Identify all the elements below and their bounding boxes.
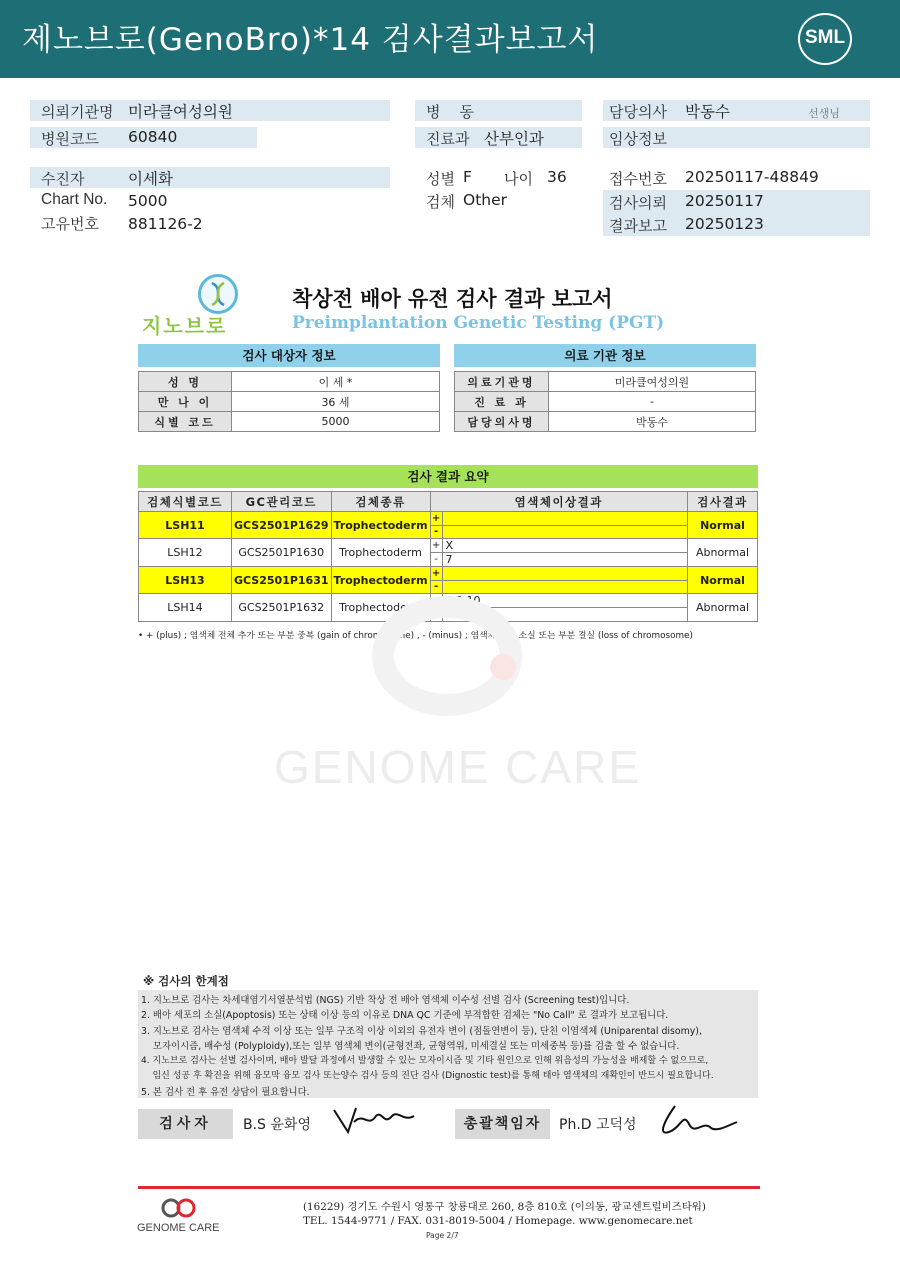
col-specimen-type: 검체종류 [331, 492, 430, 512]
age-label: 나이 [504, 170, 533, 188]
summary-header-row [139, 492, 758, 512]
director-name: Ph.D 고덕성 [559, 1117, 637, 1133]
specimen-type: Trophectoderm [331, 512, 430, 539]
genome-care-logo-text: GENOME CARE [137, 1222, 220, 1234]
contact-line: TEL. 1544-9771 / FAX. 031-8019-5004 / Homepage. www.genomecare.net [303, 1215, 693, 1227]
tester-label: 검사자 [138, 1109, 233, 1139]
specimen-label: 검체 [426, 193, 455, 211]
tester-name: B.S 윤화영 [243, 1117, 311, 1133]
minus-sign: - [430, 608, 442, 622]
genobro-logo [140, 270, 250, 336]
minus-result: 12,16 [442, 608, 687, 622]
plus-sign: + [431, 512, 441, 524]
report-subtitle: Preimplantation Genetic Testing (PGT) [292, 313, 665, 333]
limitation-line: 2. 배아 세포의 소실(Apoptosis) 또는 상태 이상 등의 이유로 DNA QC 기준에 부적합한 검체는 "No Call" 로 결과가 보고됩니다. [141, 1010, 669, 1022]
test-result: Abnormal [688, 594, 758, 622]
report-title: 제노브로(GenoBro)*14 검사결과보고서 [22, 22, 599, 58]
result-date-label: 결과보고 [609, 217, 667, 235]
test-result: Normal [688, 512, 758, 539]
watermark-text: GENOME CARE [274, 741, 642, 793]
specimen-type: Trophectoderm [331, 594, 430, 622]
specimen-id: LSH11 [139, 512, 232, 539]
specimen-id: LSH14 [139, 594, 232, 622]
institution-info-heading: 의료 기관 정보 [454, 344, 756, 367]
institution-info-table [454, 371, 756, 432]
table-row [139, 567, 758, 581]
gc-code: GCS2501P1629 [232, 512, 332, 539]
specimen-type: Trophectoderm [331, 567, 430, 594]
page-number: Page 2/7 [426, 1231, 459, 1240]
table-row [139, 512, 758, 526]
address-line: (16229) 경기도 수원시 영통구 창룡대로 260, 8층 810호 (이의동, 광교센트럴비즈타워) [303, 1201, 706, 1213]
plus-result: X [442, 539, 687, 553]
minus-result [442, 580, 687, 594]
tester-signature [330, 1102, 420, 1138]
col-gc-code: GC관리코드 [232, 492, 332, 512]
dept-label: 진료과 [426, 130, 470, 148]
limitation-line: 모자이시즘, 배수성 (Polyploidy),또는 일부 염색체 변이(균형전좌, 균형역위, 미세결실 또는 미세중복 등)를 검출 할 수 없습니다. [141, 1040, 680, 1052]
plus-result [442, 567, 687, 581]
minus-sign: - [430, 525, 442, 539]
limitations-title: ※ 검사의 한계점 [143, 974, 229, 988]
institution-row [455, 372, 756, 392]
specimen-id: LSH12 [139, 539, 232, 567]
specimen-value: Other [463, 191, 508, 209]
dna-icon [198, 274, 238, 314]
limitation-line: 3. 지노브로 검사는 염색체 수적 이상 또는 일부 구조적 이상 이외의 유전자 변이 (점돌연변이 등), 단친 이염색체 (Uniparental disomy), [141, 1025, 702, 1037]
subject-row-label: 만 나 이 [139, 392, 232, 412]
age-value: 36 [547, 168, 567, 186]
hospital-code-value: 60840 [128, 128, 178, 146]
summary-heading: 검사 결과 요약 [138, 465, 758, 488]
director-signature [655, 1102, 740, 1140]
receipt-value: 20250117-48849 [685, 168, 819, 186]
col-specimen-id: 검체식별코드 [139, 492, 232, 512]
subject-row-value: 5000 [232, 412, 440, 432]
institution-row [455, 412, 756, 432]
director-label: 총괄책임자 [455, 1109, 550, 1139]
gc-code: GCS2501P1632 [232, 594, 332, 622]
specimen-type: Trophectoderm [331, 539, 430, 567]
gc-code: GCS2501P1631 [232, 567, 332, 594]
examinee-value: 이세화 [128, 170, 173, 188]
footer-address [303, 1200, 706, 1228]
report-heading: 착상전 배아 유전 검사 결과 보고서 [292, 287, 613, 311]
sml-logo-text: SML [804, 27, 846, 48]
sex-label: 성별 [426, 170, 455, 188]
legend-note: • + (plus) ; 염색체 전체 추가 또는 부분 중복 (gain of chromosome) , - (minus) ; 염색체 전체 소실 또는 부분 결실 (loss of chromosome) [138, 631, 693, 641]
table-row [139, 539, 758, 553]
minus-result [442, 525, 687, 539]
specimen-id: LSH13 [139, 567, 232, 594]
institution-row-value: 박동수 [549, 412, 756, 432]
hospital-code-label: 병원코드 [41, 130, 99, 148]
limitation-line: 4. 지노브로 검사는 선별 검사이며, 배아 발달 과정에서 발생할 수 있는 모자이시즘 및 기타 원인으로 인해 위음성의 가능성을 배제할 수 없으므로, [141, 1056, 709, 1067]
subject-row-value: 36 세 [232, 392, 440, 412]
limitations-box [138, 990, 758, 1098]
unique-value: 881126-2 [128, 215, 203, 233]
doctor-label: 담당의사 [609, 103, 667, 121]
plus-sign: + [431, 595, 441, 606]
ward-label: 병 동 [426, 103, 475, 121]
subject-row [139, 372, 440, 392]
watermark-dot-icon [490, 654, 516, 680]
result-date-value: 20250123 [685, 215, 764, 233]
institution-row [455, 392, 756, 412]
limitation-line: 5. 본 검사 전 후 유전 상담이 필요합니다. [141, 1086, 310, 1098]
unique-label: 고유번호 [41, 215, 99, 233]
chart-value: 5000 [128, 192, 168, 210]
institution-row-value: 미라클여성의원 [549, 372, 756, 392]
limitation-line: 1. 지노브로 검사는 차세대염기서열분석법 (NGS) 기반 착상 전 배아 염색체 이수성 선별 검사 (Screening test)입니다. [141, 995, 630, 1006]
doctor-suffix: 선생님 [808, 107, 840, 120]
plus-sign: + [431, 567, 441, 579]
request-value: 20250117 [685, 192, 764, 210]
minus-result: 7 [442, 553, 687, 567]
genobro-logo-text: 지노브로 [142, 314, 228, 338]
subject-row-label: 성 명 [139, 372, 232, 392]
chart-label: Chart No. [41, 191, 108, 208]
footer-divider [138, 1186, 760, 1189]
col-test-result: 검사결과 [688, 492, 758, 512]
header-bar [0, 0, 900, 78]
subject-info-table [138, 371, 440, 432]
doctor-value: 박동수 [685, 103, 730, 121]
subject-row [139, 392, 440, 412]
examinee-label: 수진자 [41, 170, 85, 188]
subject-row-value: 이 세 * [232, 372, 440, 392]
request-label: 검사의뢰 [609, 194, 667, 212]
genome-care-logo-icon [160, 1197, 200, 1219]
clinical-label: 임상정보 [609, 130, 667, 148]
gc-code: GCS2501P1630 [232, 539, 332, 567]
institution-label: 의뢰기관명 [41, 103, 114, 121]
sex-value: F [463, 168, 472, 186]
minus-sign: - [430, 580, 442, 594]
institution-row-label: 담당의사명 [455, 412, 549, 432]
receipt-label: 접수번호 [609, 170, 667, 188]
plus-sign: + [431, 540, 441, 551]
test-result: Abnormal [688, 539, 758, 567]
subject-row [139, 412, 440, 432]
col-chromosome-result: 염색체이상결과 [430, 492, 687, 512]
subject-info-heading: 검사 대상자 정보 [138, 344, 440, 367]
sml-logo [798, 13, 852, 65]
dept-value: 산부인과 [484, 130, 544, 148]
institution-row-label: 의료기관명 [455, 372, 549, 392]
test-result: Normal [688, 567, 758, 594]
institution-value: 미라클여성의원 [128, 103, 233, 121]
plus-result [442, 512, 687, 526]
limitation-line: 임신 성공 후 확진을 위해 융모막 융모 검사 또는양수 검사 등의 진단 검사 (Dignostic test)를 통해 태아 염색체의 재확인이 반드시 필요합니다. [141, 1071, 714, 1082]
plus-result: 6,9,10 [442, 594, 687, 608]
subject-row-label: 식별 코드 [139, 412, 232, 432]
institution-row-label: 진 료 과 [455, 392, 549, 412]
institution-row-value: - [549, 392, 756, 412]
minus-sign: - [430, 553, 442, 567]
